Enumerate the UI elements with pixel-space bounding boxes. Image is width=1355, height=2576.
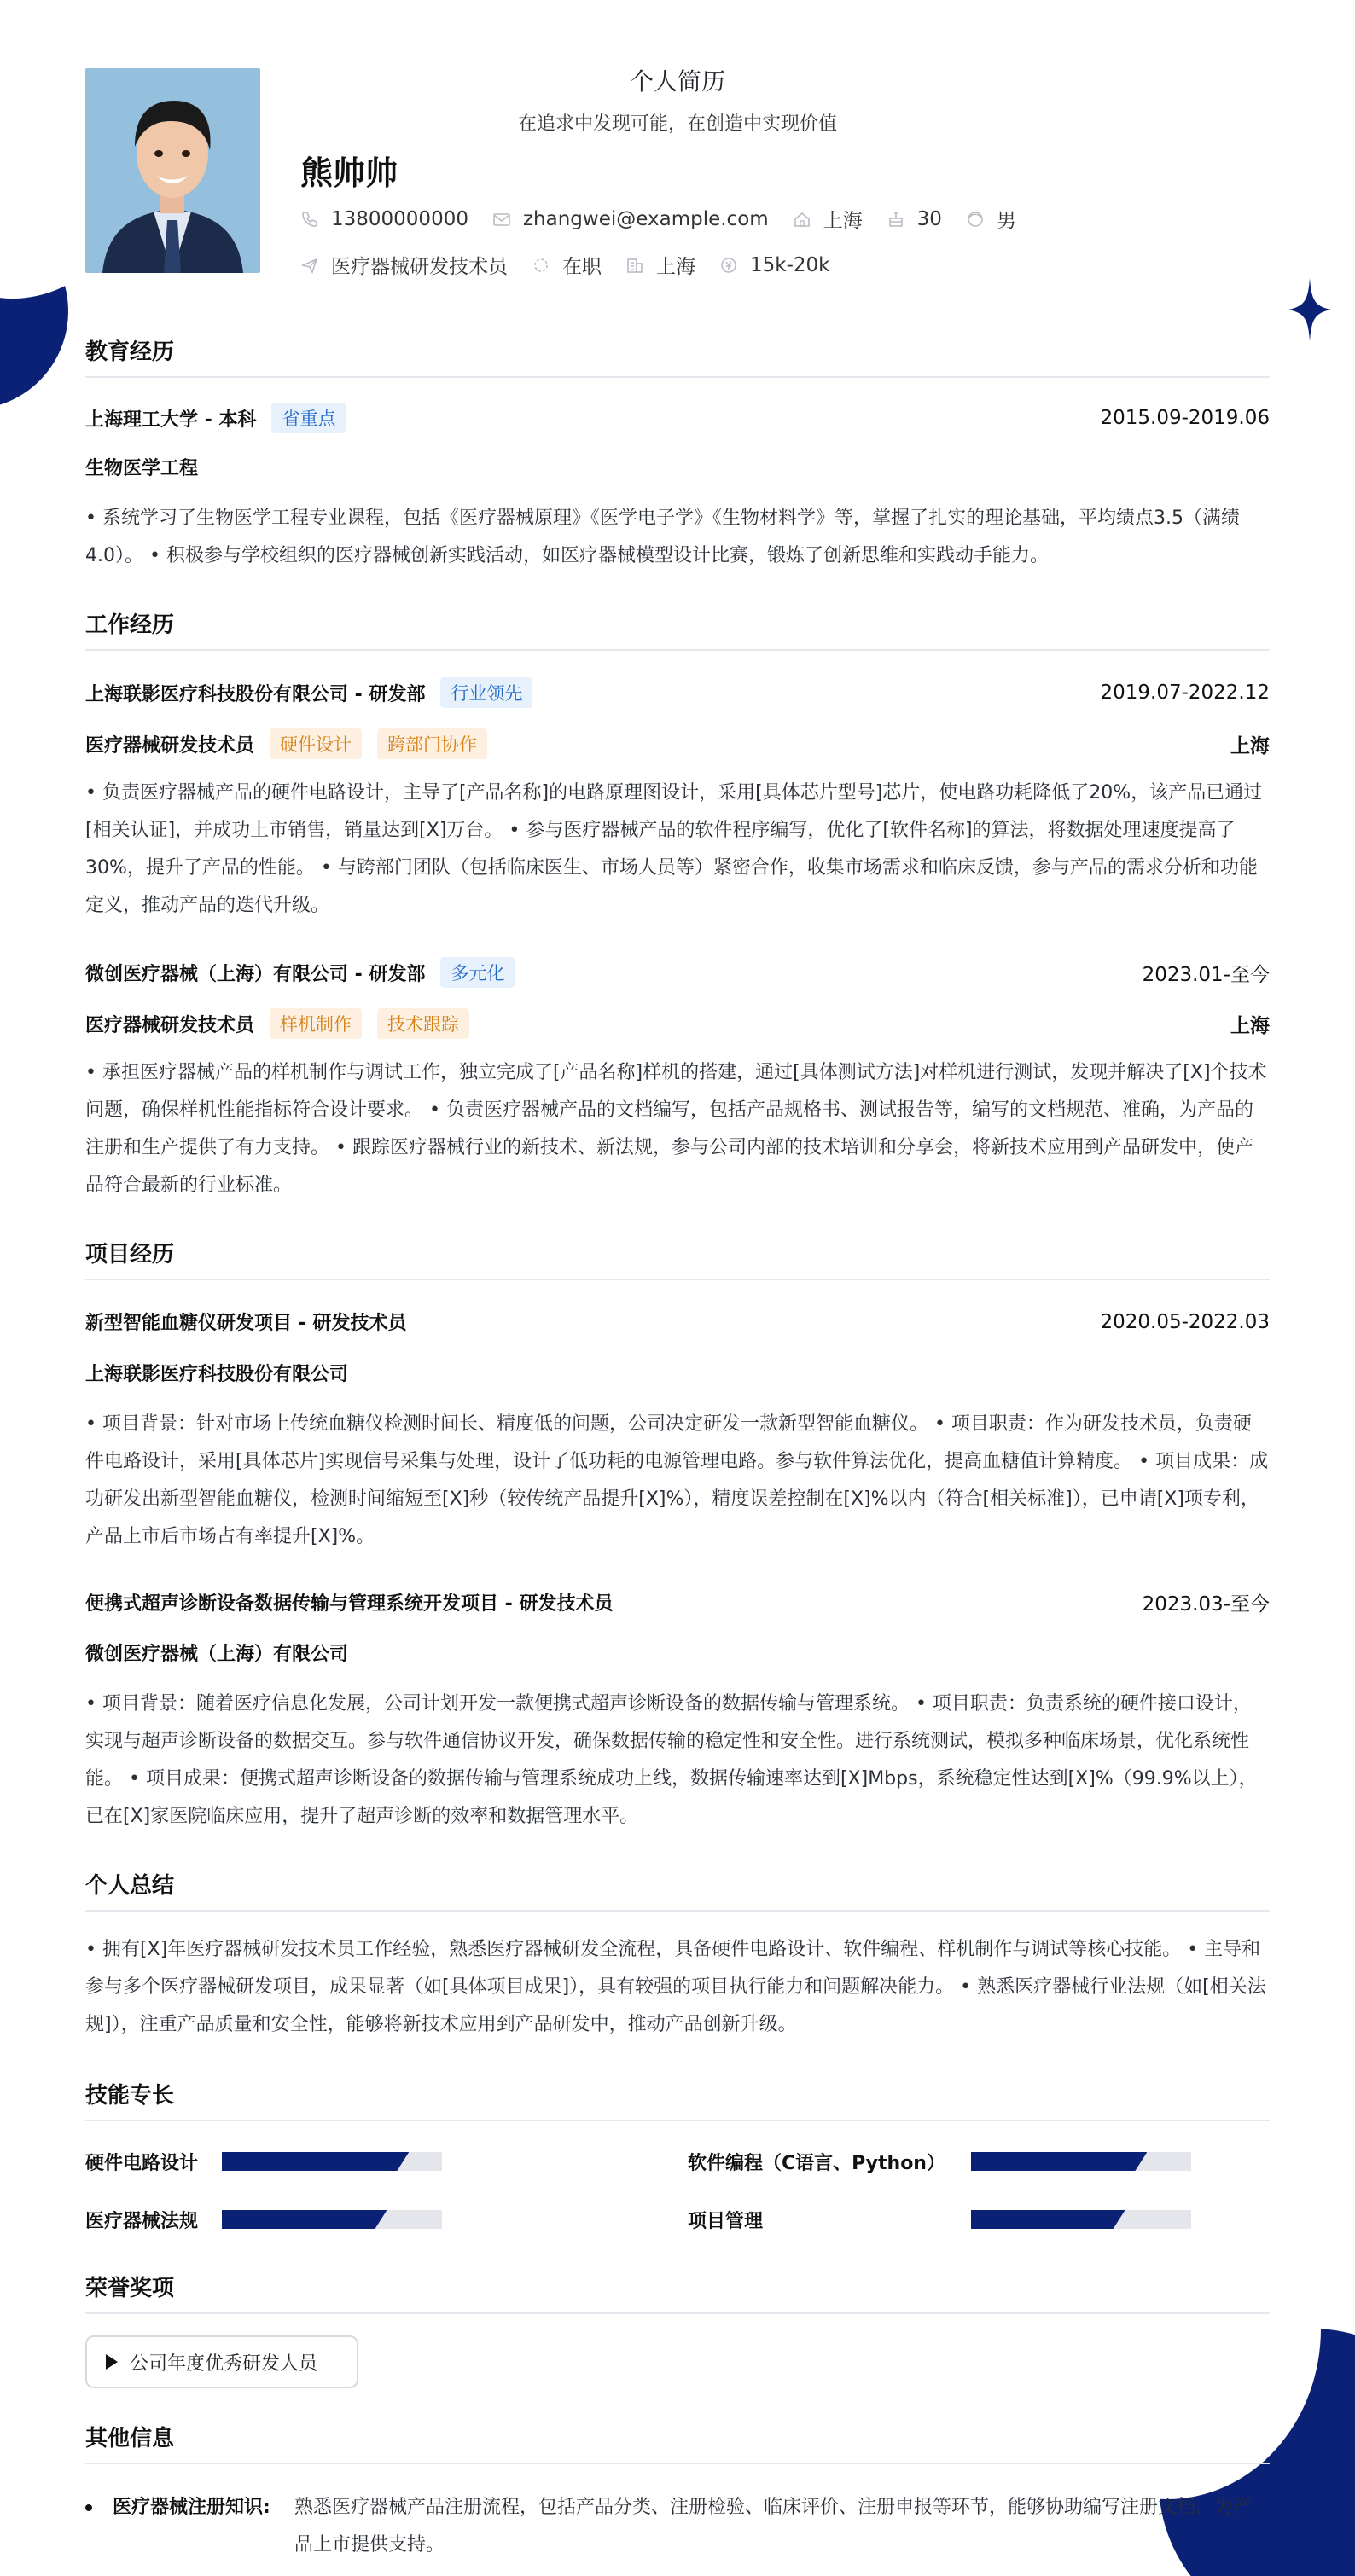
email-info bbox=[492, 208, 769, 230]
skill-item bbox=[85, 2206, 597, 2233]
resume-page bbox=[85, 0, 1270, 2556]
avatar bbox=[85, 68, 260, 273]
project-name: 便携式超声诊断设备数据传输与管理系统开发项目 - 研发技术员 bbox=[85, 1593, 614, 1615]
work-description: • 负责医疗器械产品的硬件电路设计，主导了[产品名称]的电路原理图设计，采用[具体芯片型号]芯片，使电路功耗降低了20%，该产品已通过[相关认证]，并成功上市销售，销量达到[X]万台。 • 参与医疗器械产品的软件程序编写，优化了[软件名称]的算法，将数据处理速度提高了30%，提升了产品的性能。 • 与跨部门团队（包括临床医生、市场人员等）紧密合作，收集市场需求和临床反馈，参与产品的需求分析和功能定义，推动产品的迭代升级。 bbox=[85, 782, 1263, 916]
summary-section bbox=[85, 1868, 1270, 1912]
other-info-label: 医疗器械注册知识: bbox=[113, 2497, 270, 2518]
age: 30 bbox=[916, 207, 942, 230]
position-row bbox=[85, 1008, 1270, 1039]
project-company-row bbox=[85, 1639, 1270, 1666]
skill-bar-fill bbox=[222, 2152, 409, 2171]
section-title: 技能专长 bbox=[85, 2078, 1270, 2121]
work-header-row bbox=[85, 957, 1270, 988]
project-company-row bbox=[85, 1360, 1270, 1386]
skill-bar-fill bbox=[971, 2152, 1147, 2171]
cake-icon bbox=[887, 210, 905, 229]
skill-name: 项目管理 bbox=[688, 2210, 764, 2232]
skill-bar bbox=[971, 2152, 1191, 2171]
phone-number: 13800000000 bbox=[331, 207, 468, 230]
project-description: • 项目背景：随着医疗信息化发展，公司计划开发一款便携式超声诊断设备的数据传输与管理系统。 • 项目职责：负责系统的硬件接口设计，实现与超声诊断设备的数据交互。参与软件通信协议开发，确保数据传输的稳定性和安全性。进行系统测试，模拟多种临床场景，优化系统性能。 • 项目成果：便携式超声诊断设备的数据传输与管理系统成功上线，数据传输速率达到[X]Mbps，系统稳定性达到[X]%（99.9%以上），已在[X]家医院临床应用，提升了超声诊断的效率和数据管理水平。 bbox=[85, 1693, 1258, 1827]
triangle-icon bbox=[106, 2354, 118, 2370]
company-name: 微创医疗器械（上海）有限公司 - 研发部 bbox=[85, 963, 426, 985]
coin-icon bbox=[719, 256, 738, 275]
summary-text: • 拥有[X]年医疗器械研发技术员工作经验，熟悉医疗器械研发全流程，具备硬件电路设计、软件编程、样机制作与调试等核心技能。 • 主导和参与多个医疗器械研发项目，成果显著（如[具体项目成果]），具有较强的项目执行能力和问题解决能力。 • 熟悉医疗器械行业法规（如[相关法规]），注重产品质量和安全性，能够将新技术应用到产品研发中，推动产品创新升级。 bbox=[85, 1939, 1266, 2035]
skill-tag: 技术跟踪 bbox=[377, 1008, 469, 1039]
project-description: • 项目背景：针对市场上传统血糖仪检测时间长、精度低的问题，公司决定研发一款新型智能血糖仪。 • 项目职责：作为研发技术员，负责硬件电路设计，采用[具体芯片]实现信号采集与处理，设计了低功耗的电源管理电路。参与软件算法优化，提高血糖值计算精度。 • 项目成果：成功研发出新型智能血糖仪，检测时间缩短至[X]秒（较传统产品提升[X]%），精度误差控制在[X]%以内（符合[相关标准]），已申请[X]项专利，产品上市后市场占有率提升[X]%。 bbox=[85, 1413, 1269, 1547]
company-tag: 多元化 bbox=[440, 957, 515, 988]
section-title: 工作经历 bbox=[85, 607, 1270, 651]
education-header-row bbox=[85, 403, 1270, 433]
age-info bbox=[887, 208, 942, 230]
education-section bbox=[85, 334, 1270, 378]
work-city: 上海 bbox=[656, 256, 695, 278]
work-city-info bbox=[625, 251, 695, 279]
skill-bar bbox=[222, 2210, 442, 2229]
mail-icon bbox=[492, 210, 511, 229]
city-info bbox=[793, 205, 863, 233]
building-icon bbox=[625, 256, 644, 275]
work-location: 上海 bbox=[1230, 1014, 1270, 1037]
skill-tag: 样机制作 bbox=[270, 1008, 362, 1039]
skill-tag: 跨部门协作 bbox=[377, 728, 487, 759]
section-title: 其他信息 bbox=[85, 2421, 1270, 2464]
skill-bar-fill bbox=[971, 2210, 1125, 2229]
position: 医疗器械研发技术员 bbox=[85, 734, 255, 757]
document-title: 个人简历 bbox=[629, 67, 725, 96]
project-header-row bbox=[85, 1308, 1270, 1335]
award-name: 公司年度优秀研发人员 bbox=[130, 2353, 318, 2375]
project-company: 微创医疗器械（上海）有限公司 bbox=[85, 1644, 349, 1665]
education-description: • 系统学习了生物医学工程专业课程，包括《医疗器械原理》《医学电子学》《生物材料学》等，掌握了扎实的理论基础，平均绩点3.5（满绩4.0）。 • 积极参与学校组织的医疗器械创新实践活动，如医疗器械模型设计比赛，锻炼了创新思维和实践动手能力。 bbox=[85, 508, 1240, 566]
contact-row bbox=[300, 205, 1040, 233]
skills-section bbox=[85, 2078, 1270, 2121]
skill-bar bbox=[971, 2210, 1191, 2229]
skill-name: 硬件电路设计 bbox=[85, 2152, 199, 2174]
home-icon bbox=[793, 210, 811, 229]
employment-status: 在职 bbox=[562, 256, 602, 278]
project-header-row bbox=[85, 1588, 1270, 1616]
skill-name: 软件编程（C语言、Python） bbox=[688, 2152, 945, 2174]
tagline: 在追求中发现可能，在创造中实现价值 bbox=[517, 113, 837, 135]
job-target-info bbox=[300, 251, 508, 279]
position-row bbox=[85, 728, 1270, 759]
skill-bar-fill bbox=[222, 2210, 387, 2229]
project-date: 2023.03-至今 bbox=[1142, 1593, 1270, 1616]
skill-item bbox=[688, 2148, 1270, 2175]
skill-name: 医疗器械法规 bbox=[85, 2210, 199, 2232]
work-section bbox=[85, 607, 1270, 651]
job-target: 医疗器械研发技术员 bbox=[331, 256, 508, 278]
other-section bbox=[85, 2421, 1270, 2464]
phone-icon bbox=[300, 210, 319, 229]
major: 生物医学工程 bbox=[85, 458, 199, 479]
work-header-row bbox=[85, 677, 1270, 708]
awards-list bbox=[85, 2335, 1270, 2390]
city: 上海 bbox=[823, 210, 863, 232]
sparkle-star-icon bbox=[1288, 278, 1331, 341]
project-name: 新型智能血糖仪研发项目 - 研发技术员 bbox=[85, 1313, 407, 1334]
section-title: 项目经历 bbox=[85, 1237, 1270, 1280]
gender: 男 bbox=[996, 210, 1016, 232]
other-info-item bbox=[85, 2489, 1270, 2566]
work-description: • 承担医疗器械产品的样机制作与调试工作，独立完成了[产品名称]样机的搭建，通过[具体测试方法]对样机进行测试，发现并解决了[X]个技术问题，确保样机性能指标符合设计要求。 • 负责医疗器械产品的文档编写，包括产品规格书、测试报告等，编写的文档规范、准确，为产品的注册和生产提供了有力支持。 • 跟踪医疗器械行业的新技术、新法规，参与公司内部的技术培训和分享会，将新技术应用到产品研发中，使产品符合最新的行业标准。 bbox=[85, 1062, 1267, 1196]
work-location: 上海 bbox=[1230, 734, 1270, 757]
skill-item bbox=[688, 2206, 1270, 2233]
send-icon bbox=[300, 256, 319, 275]
expected-salary: 15k-20k bbox=[750, 253, 830, 276]
skill-item bbox=[85, 2148, 597, 2175]
section-title: 个人总结 bbox=[85, 1868, 1270, 1912]
school-name: 上海理工大学 - 本科 bbox=[85, 409, 257, 431]
company-name: 上海联影医疗科技股份有限公司 - 研发部 bbox=[85, 683, 426, 705]
email-address: zhangwei@example.com bbox=[522, 207, 769, 230]
education-date: 2015.09-2019.06 bbox=[1100, 407, 1270, 429]
gender-info bbox=[966, 205, 1016, 233]
job-intent-row bbox=[300, 251, 853, 279]
other-info-text: 熟悉医疗器械产品注册流程，包括产品分类、注册检验、临床评价、注册申报等环节，能够协助编写注册文档，为产品上市提供支持。 bbox=[294, 2497, 1253, 2556]
bullet-icon bbox=[85, 2504, 92, 2511]
section-title: 教育经历 bbox=[85, 334, 1270, 378]
position: 医疗器械研发技术员 bbox=[85, 1014, 255, 1036]
projects-section bbox=[85, 1237, 1270, 1280]
user-face-icon bbox=[966, 210, 985, 229]
work-date: 2023.01-至今 bbox=[1142, 963, 1270, 986]
skill-bar bbox=[222, 2152, 442, 2171]
phone-info bbox=[300, 208, 468, 230]
school-tag: 省重点 bbox=[271, 403, 346, 433]
company-tag: 行业领先 bbox=[440, 677, 532, 708]
project-company: 上海联影医疗科技股份有限公司 bbox=[85, 1364, 349, 1385]
status-info bbox=[532, 251, 602, 279]
major-row bbox=[85, 454, 1270, 480]
candidate-name: 熊帅帅 bbox=[300, 154, 398, 192]
loading-icon bbox=[532, 256, 550, 275]
section-title: 荣誉奖项 bbox=[85, 2271, 1270, 2314]
resume-header bbox=[85, 0, 1270, 333]
work-date: 2019.07-2022.12 bbox=[1100, 682, 1270, 704]
project-date: 2020.05-2022.03 bbox=[1100, 1310, 1270, 1333]
awards-section bbox=[85, 2271, 1270, 2314]
award-item bbox=[85, 2335, 358, 2388]
salary-info bbox=[719, 254, 829, 276]
skill-tag: 硬件设计 bbox=[270, 728, 362, 759]
